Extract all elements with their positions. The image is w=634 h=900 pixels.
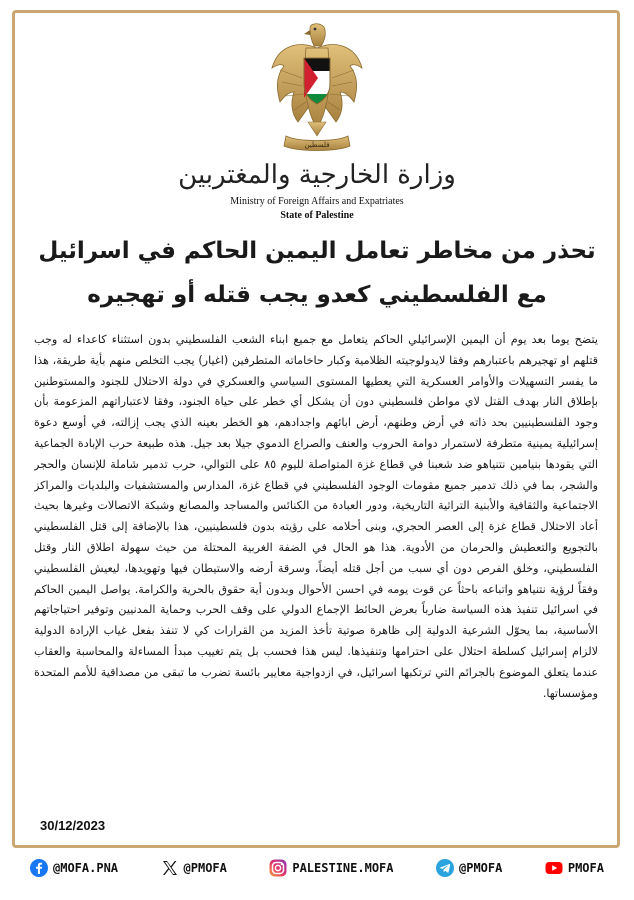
english-state-name: State of Palestine	[280, 210, 354, 221]
facebook-handle: @MOFA.PNA	[53, 861, 119, 875]
youtube-icon	[545, 859, 563, 877]
english-ministry-name: Ministry of Foreign Affairs and Expatriates	[230, 196, 404, 207]
palestine-eagle-emblem	[268, 18, 366, 156]
social-facebook[interactable]	[30, 859, 118, 877]
social-youtube[interactable]	[545, 859, 604, 877]
statement-title-line-1: تحذر من مخاطر تعامل اليمين الحاكم في اسرائيل	[38, 238, 596, 264]
statement-date: 30/12/2023	[40, 818, 106, 833]
telegram-handle: @PMOFA	[459, 861, 503, 875]
social-footer	[30, 854, 604, 882]
emblem-scroll-text: فلسطين	[304, 141, 330, 149]
social-telegram[interactable]	[436, 859, 502, 877]
instagram-handle: PALESTINE.MOFA	[292, 861, 394, 875]
social-x[interactable]	[161, 859, 227, 877]
x-icon	[161, 859, 179, 877]
statement-title-line-2: مع الفلسطيني كعدو يجب قتله أو تهجيره	[87, 282, 547, 308]
statement-body: يتضح يوما بعد يوم أن اليمين الإسرائيلي الحاكم يتعامل مع جميع ابناء الشعب الفلسطيني بدون استثناء كاعداء له وجب قتلهم او تهجيرهم باعتبارهم وفقا لايدولوجيته الظلامية وكبار حاخاماته المتطرفين (اغيار) يجب التخلص منهم بأية طريقة، هذا ما يفسر التسهيلات والأوامر العسكرية التي يعطيها المستوى السياسي والعسكري في دولة الاحتلال للجنود والمستوطنين بإطلاق النار بهدف القتل لاي مواطن فلسطيني دون أن يشكل أي خطر على حياة الجنود، وفقا لاعتباراتهم المزعومة بأن وجود الفلسطينيين بحد ذاته في أرض وطنهم، أرض ابائهم واجدادهم، هو الخطر بعينه الذي يجب إزالته، في أوسع دعوة إسرائيلية يمينية متطرفة لاستمرار دوامة الحروب والعنف والصراع الدموي جيلا بعد جيل. هذه طبيعة حرب الإبادة الجماعية التي يقودها بنيامين نتنياهو ضد شعبنا في قطاع غزة المتواصلة لليوم ٨٥ على التوالي، حرب تدمير شاملة للإنسان والحجر والشجر، بما في ذلك تدمير جميع مقومات الوجود الفلسطيني في قطاع غزة، المدارس والمستشفيات والبلديات والمراكز الاجتماعية والثقافية والأبنية التراثية التاريخية، ودور العبادة من الكنائس والمساجد والمصانع وشبكة الاتصالات وغيرها بحيث أعاد الاحتلال قطاع غزة إلى العصر الحجري، وبنى أحلامه على رؤيته بدون فلسطينيين، هذا بالإضافة إلى قتل الفلسطيني بالتجويع والتعطيش والحرمان من الأدوية. هذا هو الحال في الضفة الغربية المحتلة من حيث سهولة اطلاق النار وقتل الفلسطيني، وخلق الفرص دون أي سبب من أجل قتله أيضاً، وسرقة أرضه والاستيطان فيها وتهويدها، ليعيش الفلسطيني وفقاً لرؤية نتنياهو واتباعه باحثاً عن قوت يومه في احسن الأحوال وبدون أية حقوق بالحرية والكرامة. يواصل اليمين الحاكم في اسرائيل تنفيذ هذه السياسة ضارباً بعرض الحائط الإجماع الدولي على وقف الحرب وحماية المدنيين وتوفير احتياجاتهم الأساسية، بما يحوّل الشرعية الدولية إلى ظاهرة صوتية تأخذ المزيد من القرارات كي لا تنفذ بفعل غياب الإرادة الدولية لالزام إسرائيل كسلطة احتلال على احترامها وتنفيذها. ليس هذا فحسب بل يتم تغييب مبدأ المساءلة والمحاسبة والعقاب عندما يتعلق الموضوع بالجرائم التي ترتكبها اسرائيل، في ازدواجية معايير بائسة تضرب ما تبقى من مصداقية للأمم المتحدة ومؤسساتها.	[34, 333, 598, 700]
youtube-handle: PMOFA	[567, 861, 604, 875]
arabic-ministry-name: وزارة الخارجية والمغتربين	[178, 160, 456, 190]
x-handle: @PMOFA	[183, 861, 227, 875]
instagram-icon	[269, 859, 287, 877]
telegram-icon	[436, 859, 454, 877]
social-instagram[interactable]	[269, 859, 393, 877]
facebook-icon	[30, 859, 48, 877]
